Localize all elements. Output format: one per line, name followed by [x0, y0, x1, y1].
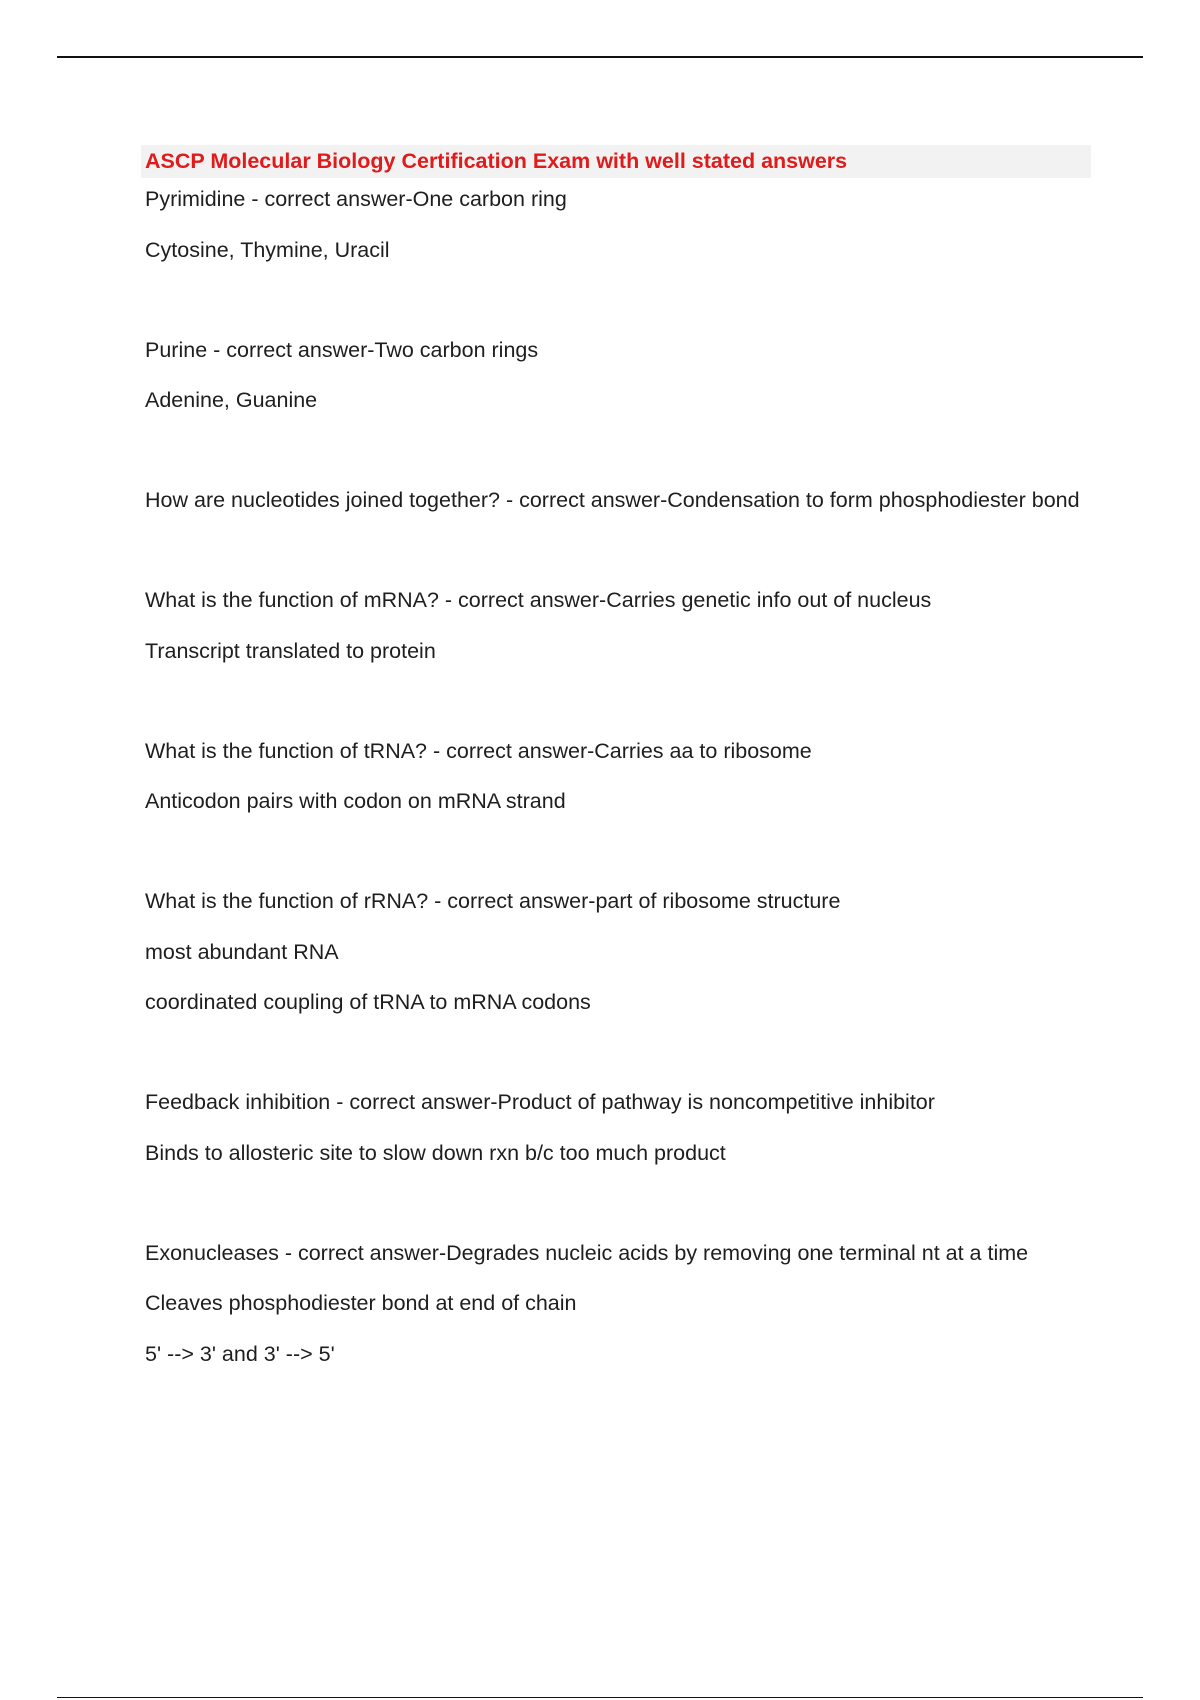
qa-list — [145, 182, 1095, 1371]
qa-question-line: How are nucleotides joined together? - correct answer-Condensation to form phosphodiester bond — [145, 488, 1080, 512]
qa-item — [145, 483, 1095, 517]
qa-question-line: What is the function of tRNA? - correct answer-Carries aa to ribosome — [145, 738, 812, 763]
qa-question-line: Feedback inhibition - correct answer-Product of pathway is noncompetitive inhibitor — [145, 1090, 935, 1114]
qa-answer-line: Binds to allosteric site to slow down rxn b/c too much product — [145, 1140, 726, 1165]
qa-item — [145, 182, 1095, 267]
qa-question-line: What is the function of mRNA? - correct answer-Carries genetic info out of nucleus — [145, 588, 932, 612]
qa-item — [145, 1236, 1095, 1371]
title-highlight — [141, 145, 1091, 178]
document-title: ASCP Molecular Biology Certification Exam with well stated answers — [145, 149, 848, 173]
qa-question-line: What is the function of rRNA? - correct answer-part of ribosome structure — [145, 889, 841, 913]
qa-item — [145, 1085, 1095, 1170]
qa-answer-line: Adenine, Guanine — [145, 388, 318, 412]
qa-answer-line: coordinated coupling of tRNA to mRNA codons — [145, 990, 591, 1014]
qa-answer-line: most abundant RNA — [145, 939, 339, 964]
qa-item — [145, 734, 1095, 819]
document-body — [145, 145, 1095, 1371]
qa-item — [145, 884, 1095, 1019]
qa-answer-line: Anticodon pairs with codon on mRNA strand — [145, 789, 566, 813]
qa-question-line: Exonucleases - correct answer-Degrades nucleic acids by removing one terminal nt at a time — [145, 1240, 1029, 1265]
bottom-divider — [57, 1697, 1143, 1698]
top-divider — [57, 56, 1143, 58]
qa-item — [145, 583, 1095, 668]
qa-item — [145, 333, 1095, 418]
qa-answer-line: Cytosine, Thymine, Uracil — [145, 237, 390, 262]
qa-answer-line: 5' --> 3' and 3' --> 5' — [145, 1341, 335, 1366]
qa-answer-line: Cleaves phosphodiester bond at end of chain — [145, 1291, 577, 1315]
qa-question-line: Purine - correct answer-Two carbon rings — [145, 337, 539, 362]
qa-answer-line: Transcript translated to protein — [145, 638, 436, 663]
qa-question-line: Pyrimidine - correct answer-One carbon ring — [145, 187, 567, 211]
